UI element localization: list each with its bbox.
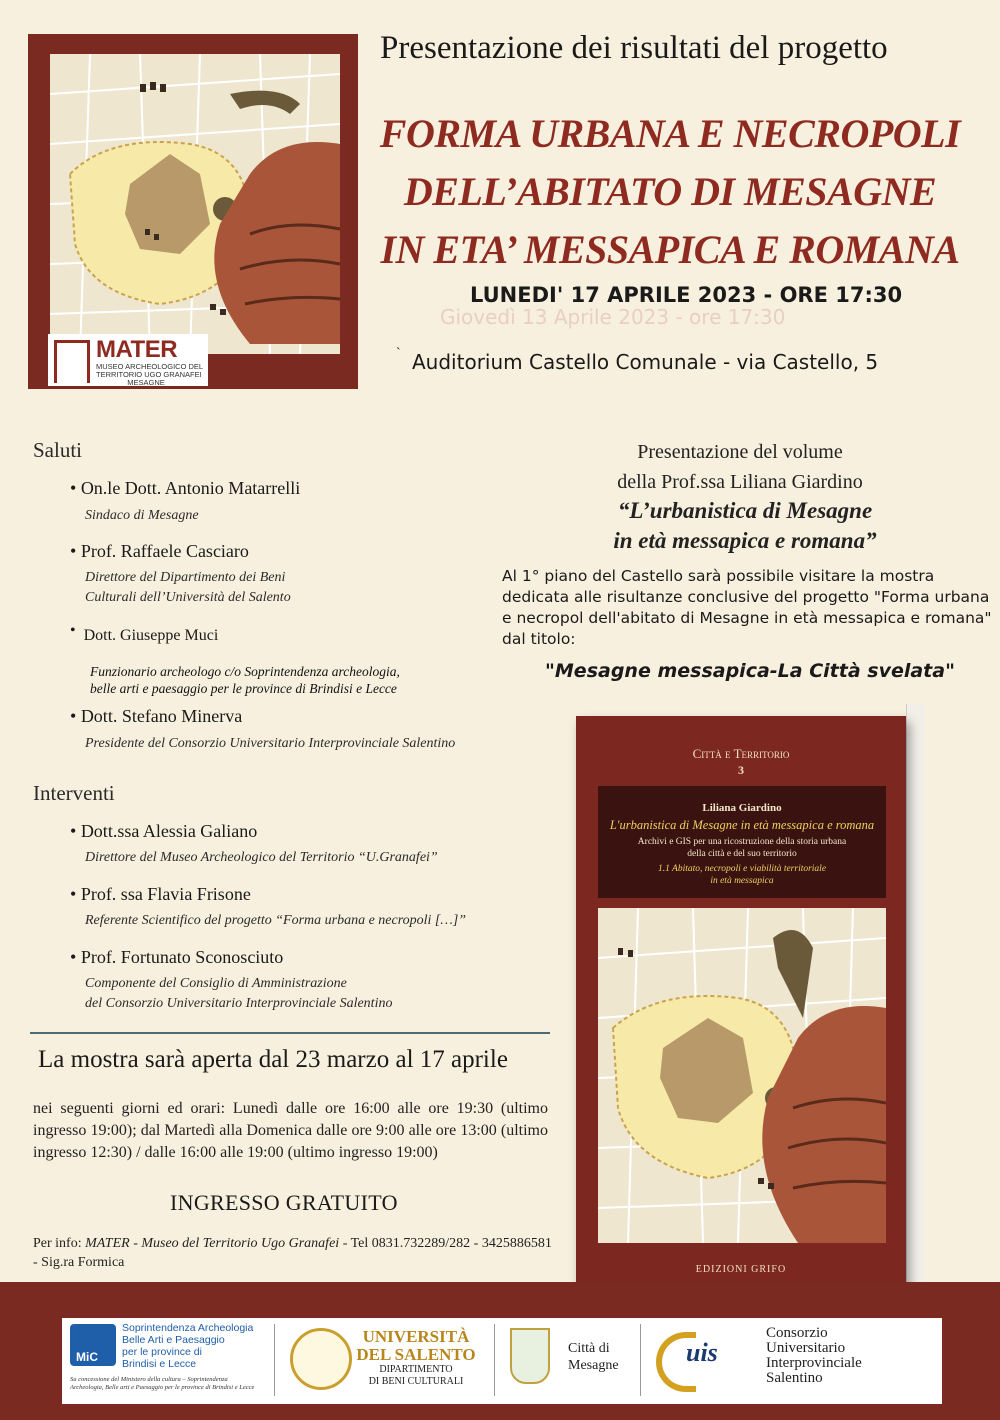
book-map-illustration xyxy=(598,908,886,1243)
book-front xyxy=(576,716,906,1291)
volume-title: “L’urbanistica di Mesagne in età messapica e romana” xyxy=(613,498,877,553)
saluti-role: Direttore del Dipartimento dei Beni Culturali dell’Università del Salento xyxy=(85,570,291,605)
book-title-band: Liliana Giardino L'urbanistica di Mesagne in età messapica e romana Archivi e GIS per una ricostruzione della storia urbana della città e del suo territorio 1.1 Abitato, necropoli e viabilità territoriale in età messapica xyxy=(598,786,886,898)
mater-name: MATER xyxy=(96,336,178,363)
mostra-orari: nei seguenti giorni ed orari: Lunedì dalle ore 16:00 alle ore 19:30 (ultimo ingresso 19:00); dal Martedì alla Domenica dalle ore 9:00 alle ore 13:00 (ultimo ingresso 12:30) / dalle 16:00 alle 19:00 (ultimo ingresso 19:00) xyxy=(33,1100,548,1161)
ghost-date: Giovedì 13 Aprile 2023 - ore 17:30 xyxy=(440,305,786,329)
interventi-item: • Prof. ssa Flavia Frisone xyxy=(70,884,251,904)
exhibit-title: "Mesagne messapica-La Città svelata" xyxy=(545,660,955,682)
logo-separator xyxy=(274,1324,275,1396)
book-publisher: EDIZIONI GRIFO xyxy=(695,1264,787,1275)
saluti-role: Sindaco di Mesagne xyxy=(85,508,199,523)
saluti-item: • Dott. Giuseppe Muci xyxy=(70,622,219,644)
mater-logo xyxy=(48,334,208,386)
interventi-role: Componente del Consiglio di Amministrazione del Consorzio Universitario Interprovinciale Salentino xyxy=(85,976,393,1011)
soprintendenza-logo-icon xyxy=(70,1324,116,1366)
contact-info: Per info: MATER - Museo del Territorio Ugo Granafei - Tel 0831.732289/282 - 3425886581 - Sig.ra Formica xyxy=(33,1236,552,1270)
event-venue: Auditorium Castello Comunale - via Castello, 5 xyxy=(412,350,879,374)
book-series: Città e Territorio 3 xyxy=(692,746,790,777)
saluti-item: • Prof. Raffaele Casciaro xyxy=(70,541,249,561)
interventi-role: Direttore del Museo Archeologico del Territorio “U.Granafei” xyxy=(85,850,438,865)
soprintendenza-note: Su concessione del Ministero della cultura – Soprintendenza Archeologia, Belle arti e Paesaggio per le province di Brindisi e Lecce xyxy=(70,1376,255,1391)
saluti-item: • Dott. Stefano Minerva xyxy=(70,706,243,726)
logo-separator xyxy=(640,1324,641,1396)
soprintendenza-name: Soprintendenza Archeologia Belle Arti e Paesaggio per le province di Brindisi e Lecce xyxy=(122,1322,254,1370)
comune-name: Città di Mesagne xyxy=(568,1341,619,1373)
section-divider xyxy=(30,1032,550,1034)
saluti-item: • On.le Dott. Antonio Matarrelli xyxy=(70,478,301,498)
interventi-role: Referente Scientifico del progetto “Forma urbana e necropoli […]” xyxy=(85,913,467,928)
logo-separator xyxy=(494,1324,495,1396)
interventi-item: • Dott.ssa Alessia Galiano xyxy=(70,821,258,841)
mostra-heading: La mostra sarà aperta dal 23 marzo al 17 aprile xyxy=(38,1046,508,1073)
map-illustration xyxy=(50,54,340,354)
volume-presentation: Presentazione del volume della Prof.ssa Liliana Giardino xyxy=(617,441,863,493)
sponsor-logos xyxy=(62,1318,942,1404)
mater-subtitle: MUSEO ARCHEOLOGICO DEL TERRITORIO UGO GRANAFEI MESAGNE xyxy=(96,362,204,387)
mater-gate-icon xyxy=(54,340,90,383)
comune-crest-icon xyxy=(510,1328,550,1384)
event-date: LUNEDI' 17 APRILE 2023 - ORE 17:30 xyxy=(470,283,903,307)
book-cover-image xyxy=(576,704,926,1294)
exhibit-description: Al 1° piano del Castello sarà possibile visitare la mostra dedicata alle risultanze conclusive del progetto "Forma urbana e necropol dell'abitato di Mesagne in età messapica e romana" dal titolo: xyxy=(502,567,992,648)
unisalento-seal-icon xyxy=(290,1328,352,1390)
book-pages xyxy=(906,704,925,1289)
cuis-name: Consorzio Universitario Interprovinciale Salentino xyxy=(766,1325,862,1386)
unisalento-name: UNIVERSITÀ DEL SALENTO DIPARTIMENTO DI BENI CULTURALI xyxy=(356,1327,476,1387)
venue-tick-icon: ` xyxy=(396,346,401,361)
main-title: FORMA URBANA E NECROPOLI DELL’ABITATO DI MESAGNE IN ETA’ MESSAPICA E ROMANA xyxy=(379,111,961,272)
interventi-heading: Interventi xyxy=(33,781,115,805)
pre-title: Presentazione dei risultati del progetto xyxy=(380,30,888,66)
mic-label: MiC xyxy=(76,1350,98,1364)
ingresso-gratuito: INGRESSO GRATUITO xyxy=(170,1190,398,1215)
interventi-item: • Prof. Fortunato Sconosciuto xyxy=(70,947,284,967)
cuis-mark: uis xyxy=(686,1338,718,1367)
saluti-role: Funzionario archeologo c/o Soprintendenza archeologia, belle arti e paesaggio per le province di Brindisi e Lecce xyxy=(90,664,400,696)
saluti-heading: Saluti xyxy=(33,438,83,462)
saluti-role: Presidente del Consorzio Universitario Interprovinciale Salentino xyxy=(85,736,456,751)
